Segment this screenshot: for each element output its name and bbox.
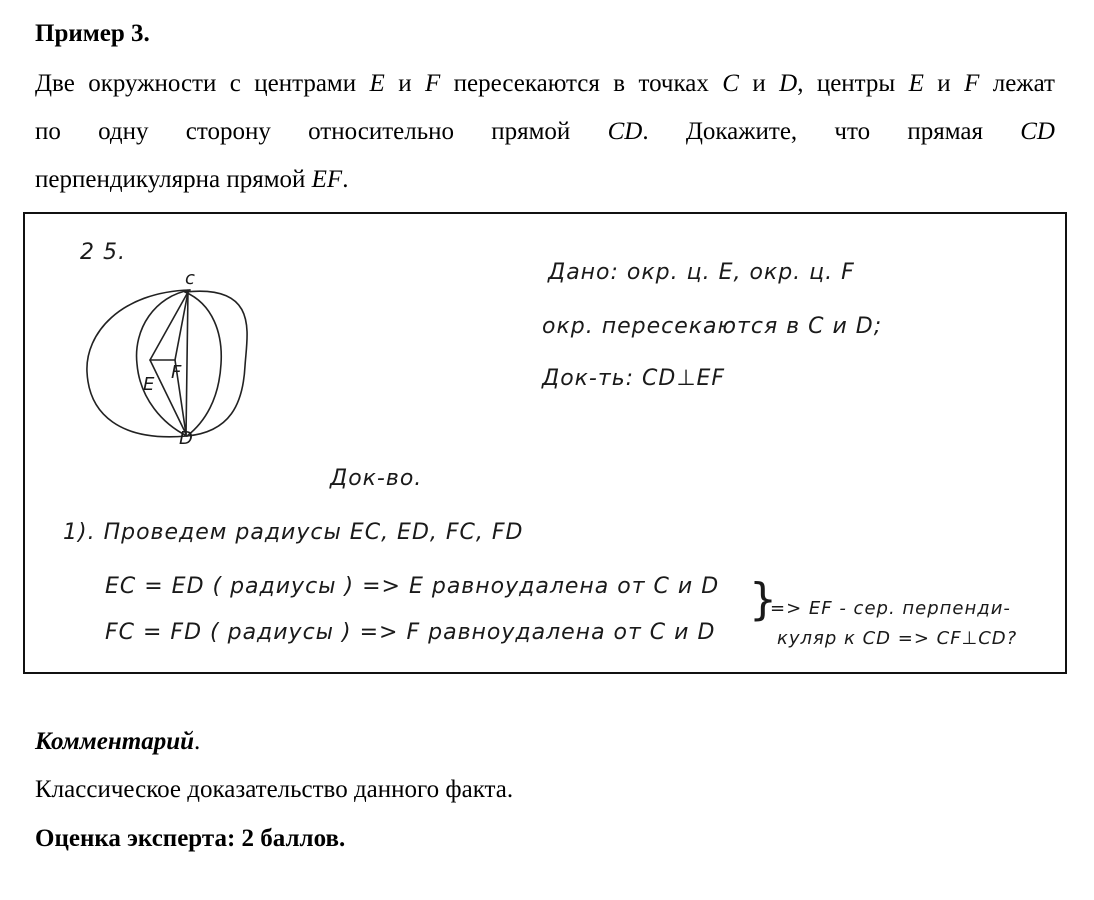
expert-grade: Оценка эксперта: 2 баллов. <box>35 825 346 852</box>
prove-line: Док-ть: CD⊥EF <box>542 366 726 391</box>
point-c-label: c <box>185 268 196 289</box>
comment-title: Комментарий. <box>35 728 201 755</box>
point-d-label: D <box>179 428 194 449</box>
chord-cd <box>186 290 188 436</box>
proof-step-2: EC = ED ( радиусы ) => E равноудалена от C и D <box>105 574 720 599</box>
proof-step-1: 1). Проведем радиусы EC, ED, FC, FD <box>63 520 524 545</box>
comment-text: Классическое доказательство данного факта. <box>35 776 514 803</box>
problem-line-1: Две окружности с центрами E и F пересекаются в точках C и D, центры E и F лежат <box>35 70 1055 97</box>
given-line-2: окр. пересекаются в C и D; <box>542 314 883 339</box>
task-number: 2 5. <box>80 240 126 265</box>
point-e-label: E <box>143 374 156 395</box>
proof-title: Док-во. <box>330 466 423 491</box>
problem-line-2: по одну сторону относительно прямой CD. Докажите, что прямая CD <box>35 118 1055 145</box>
problem-statement <box>35 60 1055 204</box>
handwritten-solution-scan <box>23 212 1067 674</box>
problem-line-3: перпендикулярна прямой EF. <box>35 166 349 193</box>
example-heading: Пример 3. <box>35 20 150 47</box>
given-line-1: Дано: окр. ц. Е, окр. ц. F <box>548 260 855 285</box>
point-f-label: F <box>171 362 183 383</box>
conclusion-line-1: => EF - сер. перпенди- <box>770 598 1011 619</box>
proof-step-3: FC = FD ( радиусы ) => F равноудалена от C и D <box>105 620 716 645</box>
circle-f <box>185 291 247 436</box>
conclusion-line-2: куляр к CD => CF⊥CD? <box>777 628 1018 649</box>
brace: } <box>749 574 778 625</box>
